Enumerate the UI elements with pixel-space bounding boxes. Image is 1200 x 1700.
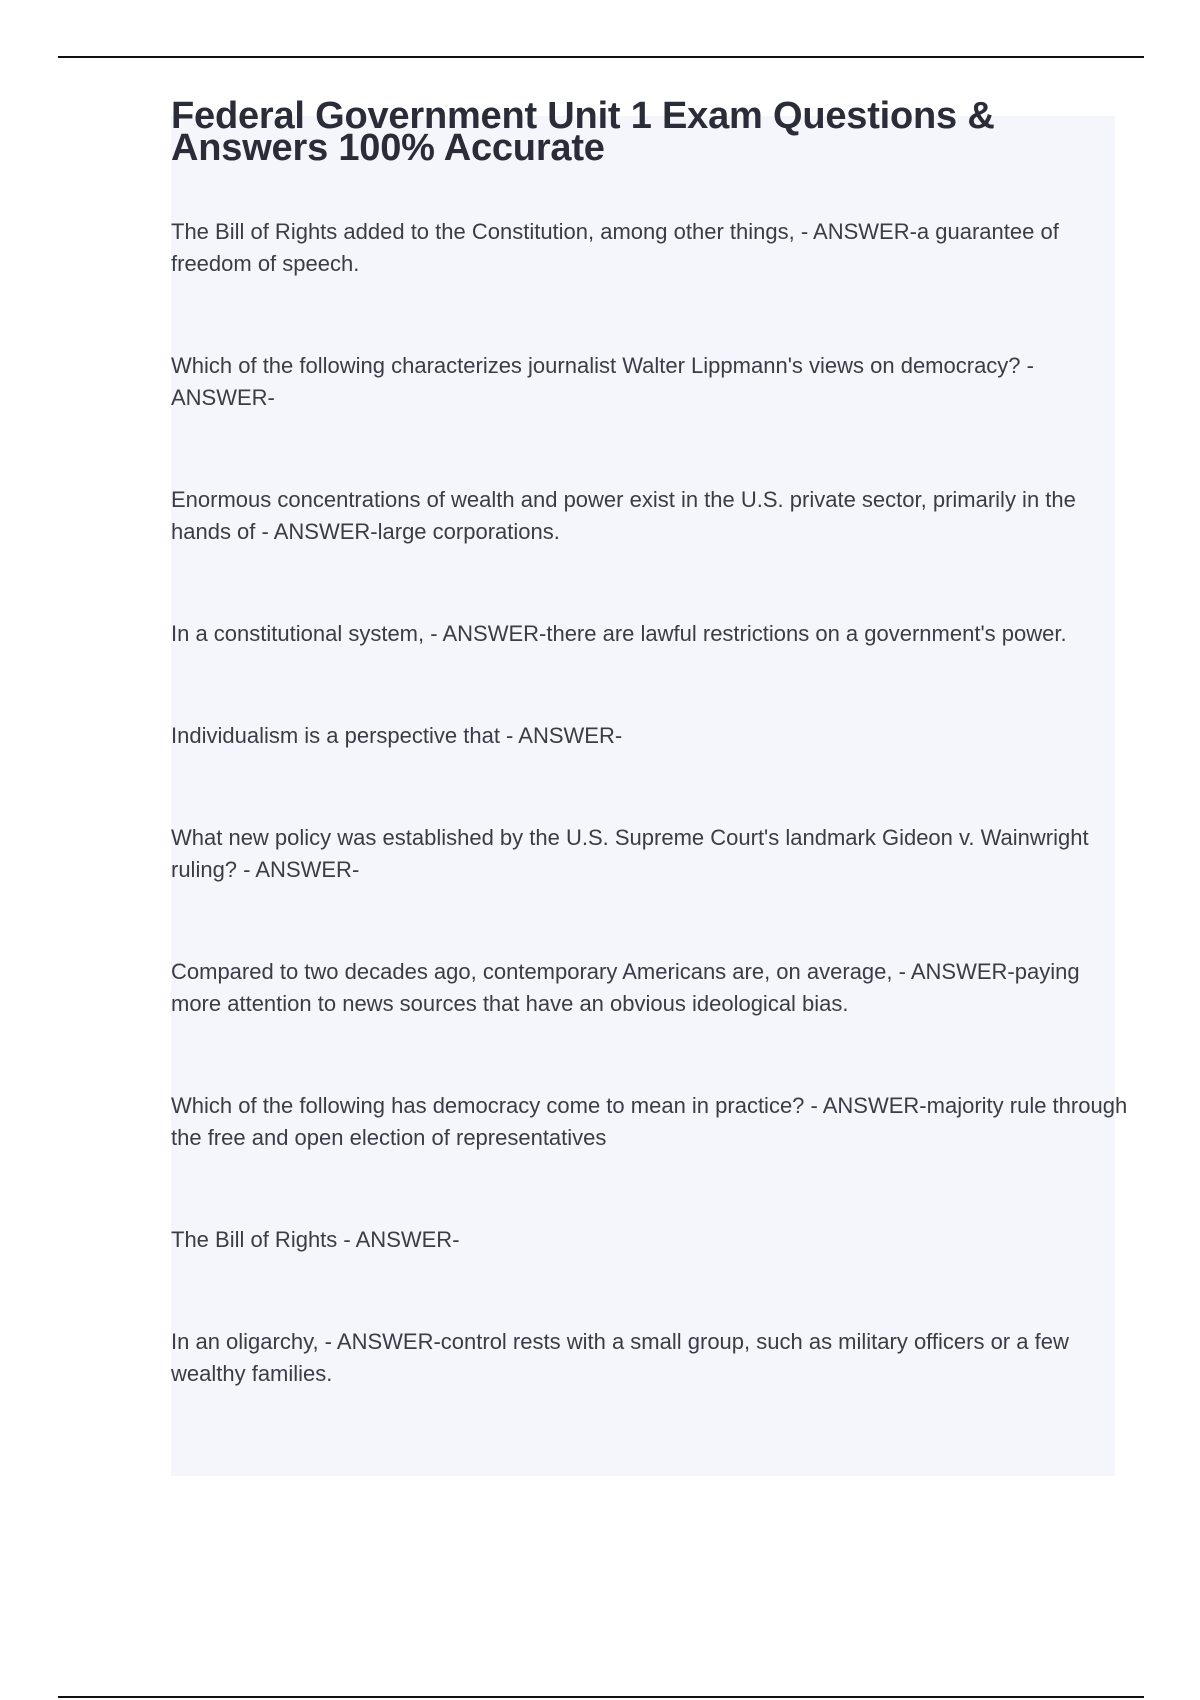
qa-item: Which of the following characterizes journalist Walter Lippmann's views on democracy? - ANSWER- — [171, 353, 1034, 410]
qa-item: Which of the following has democracy come to mean in practice? - ANSWER-majority rule through the free and open election of representatives — [171, 1093, 1128, 1150]
qa-item: Individualism is a perspective that - ANSWER- — [171, 723, 623, 748]
bottom-rule — [58, 1696, 1144, 1698]
qa-item: Compared to two decades ago, contemporary Americans are, on average, - ANSWER-paying more attention to news sources that have an obvious ideological bias. — [171, 959, 1080, 1016]
qa-list — [171, 216, 1131, 1390]
top-rule — [58, 56, 1144, 58]
qa-item: The Bill of Rights - ANSWER- — [171, 1227, 460, 1252]
qa-item: In an oligarchy, - ANSWER-control rests with a small group, such as military officers or a few wealthy families. — [171, 1329, 1069, 1386]
document-body — [171, 95, 1131, 1460]
qa-item: What new policy was established by the U.S. Supreme Court's landmark Gideon v. Wainwright ruling? - ANSWER- — [171, 825, 1089, 882]
qa-item: In a constitutional system, - ANSWER-there are lawful restrictions on a government's power. — [171, 621, 1067, 646]
qa-item: Enormous concentrations of wealth and power exist in the U.S. private sector, primarily in the hands of - ANSWER-large corporations. — [171, 487, 1076, 544]
document-title: Federal Government Unit 1 Exam Questions & Answers 100% Accurate — [171, 95, 995, 169]
qa-item: The Bill of Rights added to the Constitution, among other things, - ANSWER-a guarantee of freedom of speech. — [171, 219, 1059, 276]
